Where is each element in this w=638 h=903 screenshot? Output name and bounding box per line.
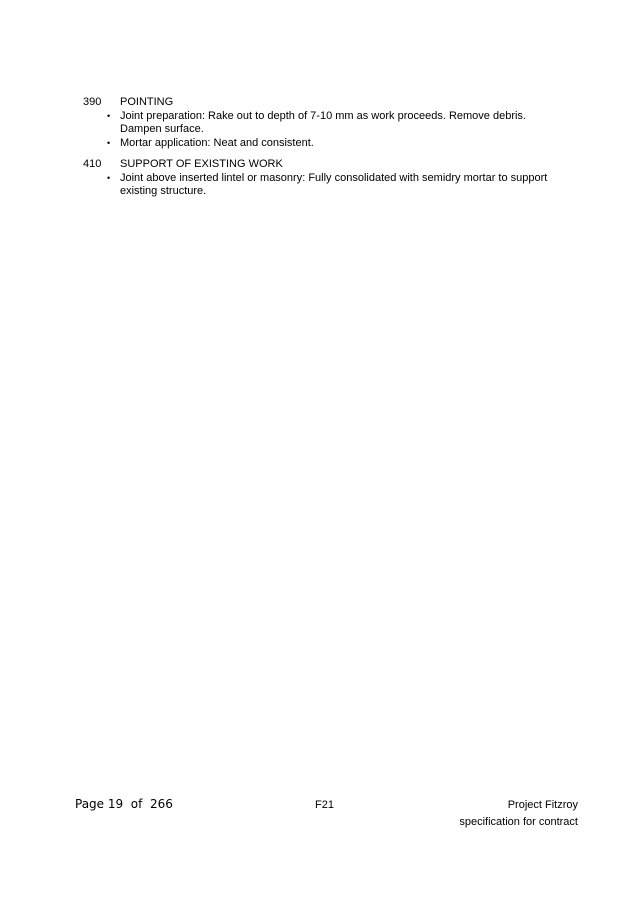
item-text-continued: Dampen surface. <box>120 123 204 135</box>
page-number: Page 19 of 266 <box>75 797 173 811</box>
bullet-list <box>83 110 563 150</box>
project-name: Project Fitzroy <box>507 799 578 811</box>
clause-number: 410 <box>83 158 102 170</box>
clause-heading <box>83 96 563 109</box>
item-text: Joint preparation: Rake out to depth of 7-10 mm as work proceeds. Remove debris. <box>120 110 526 122</box>
clause-number: 390 <box>83 96 102 108</box>
document-type: specification for contract <box>459 816 578 828</box>
bullet-icon: • <box>107 138 111 148</box>
item-text: Joint above inserted lintel or masonry: Fully consolidated with semidry mortar to support <box>120 172 548 184</box>
clause-title: SUPPORT OF EXISTING WORK <box>120 158 283 170</box>
clause-390 <box>83 96 563 151</box>
footer-project-info <box>459 797 578 831</box>
clause-heading <box>83 158 563 171</box>
bullet-list <box>83 172 563 198</box>
clause-title: POINTING <box>120 96 174 108</box>
item-text: Mortar application: Neat and consistent. <box>120 137 314 149</box>
item-text-continued: existing structure. <box>120 185 207 197</box>
section-code: F21 <box>315 799 334 811</box>
list-item <box>83 110 563 136</box>
list-item <box>83 172 563 198</box>
list-item <box>83 137 563 150</box>
clause-410 <box>83 158 563 199</box>
bullet-icon: • <box>107 111 111 121</box>
bullet-icon: • <box>107 173 111 183</box>
